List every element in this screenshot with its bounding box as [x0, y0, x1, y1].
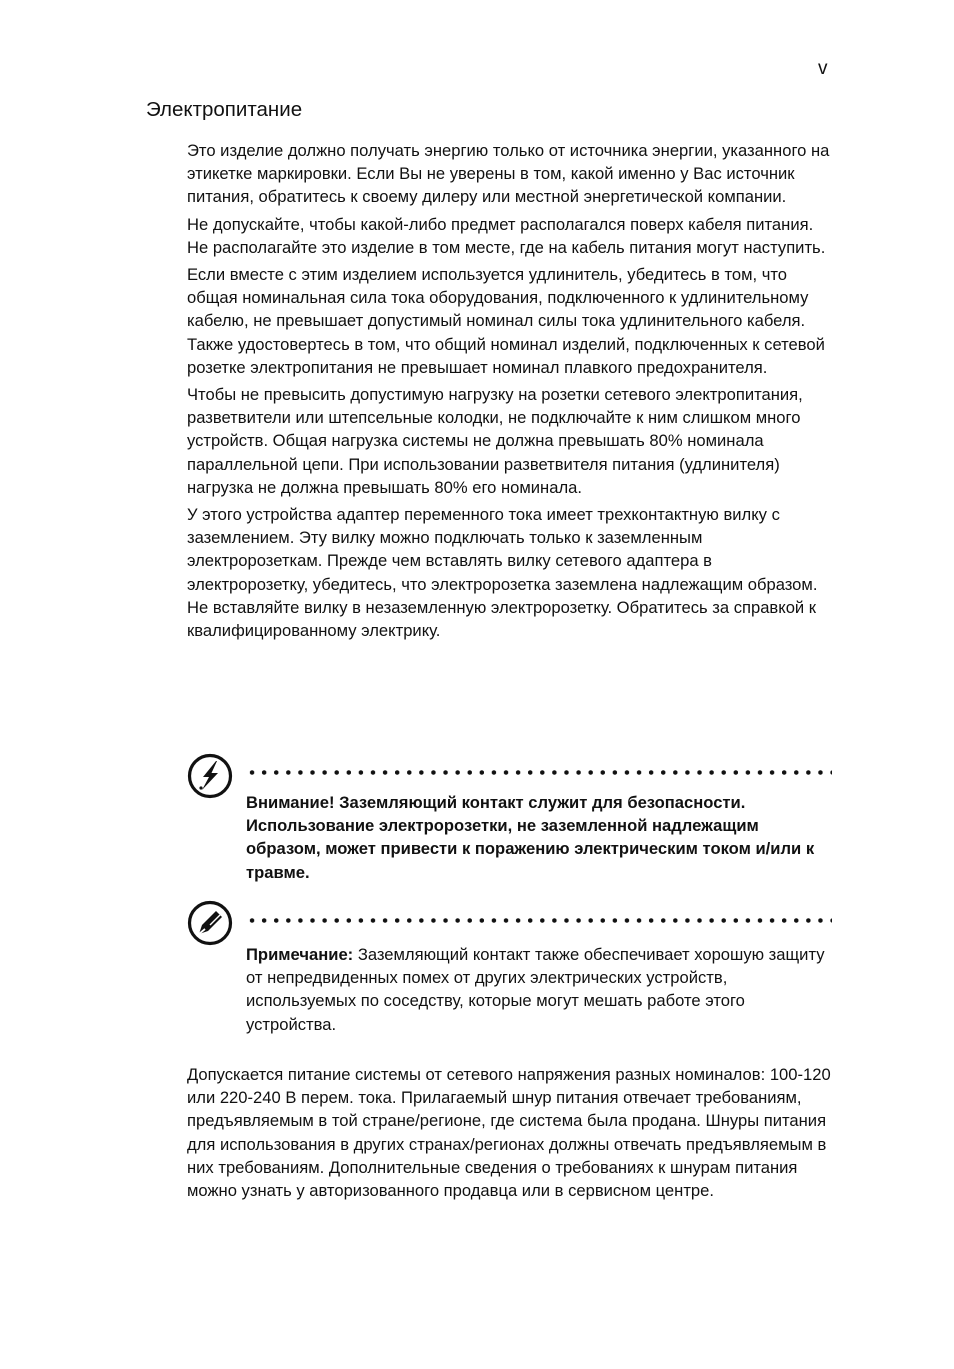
paragraph-load-limit: Чтобы не превысить допустимую нагрузку на розетки сетевого электропитания, разветвители или штепсельные колодки, не подключайте к ним слишком много устройств. Общая нагрузка системы не должна превышать 80% номинала параллельной цепи. При использовании разветвителя питания (удлинителя) нагрузка не должна превышать 80% его номинала. — [187, 385, 803, 497]
warning-dotted-rule — [246, 770, 832, 775]
page-number: v — [818, 58, 828, 79]
paragraph-power-cable: Не допускайте, чтобы какой-либо предмет располагался поверх кабеля питания. Не располагайте это изделие в том месте, где на кабель питания могут наступить. — [187, 214, 826, 257]
note-dotted-rule — [246, 918, 832, 923]
warning-text: Внимание! Заземляющий контакт служит для безопасности. Использование электророзетки, не заземленной надлежащим образом, может привести к поражению электрическим током и/или к травме. — [246, 793, 815, 882]
section-title: Электропитание — [146, 98, 303, 121]
paragraph-voltage-requirements: Допускается питание системы от сетевого напряжения разных номиналов: 100-120 или 220-240 В перем. тока. Прилагаемый шнур питания отвечает требованиям, предъявляемым в той стране/регионе, где система была продана. Шнуры питания для использования в других странах/регионах должны отвечать предъявляемым в них требованиям. Дополнительные сведения о требованиях к шнурам питания можно узнать у авторизованного продавца или в сервисном центре. — [187, 1065, 831, 1201]
note-text — [246, 943, 836, 1036]
final-body-text — [187, 1063, 837, 1206]
lightning-warning-icon — [186, 752, 234, 800]
note-body: Заземляющий контакт также обеспечивает хорошую защиту от непредвиденных помех от других электрических устройств, используемых по соседству, которые могут мешать работе этого устройства. — [246, 945, 825, 1034]
paragraph-power-source: Это изделие должно получать энергию только от источника энергии, указанного на этикетке маркировки. Если Вы не уверены в том, какой именно у Вас источник питания, обратитесь к своему дилеру или местной энергетической компании. — [187, 141, 830, 207]
warning-notice — [186, 752, 836, 892]
note-notice — [186, 899, 836, 1039]
note-label: Примечание: — [246, 945, 354, 964]
note-pen-icon — [186, 899, 234, 947]
paragraph-extension-cord: Если вместе с этим изделием используется удлинитель, убедитесь в том, что общая номинальная сила тока оборудования, подключенного к удлинительному кабелю, не превышает допустимый номинал силы тока удлинительного кабеля. Также удостовертесь в том, что общий номинал изделий, подключенных к сетевой розетке электропитания не превышает номинал плавкого предохранителя. — [187, 265, 825, 377]
paragraph-grounded-plug: У этого устройства адаптер переменного тока имеет трехконтактную вилку с заземлением. Эту вилку можно подключать только к заземленным электророзеткам. Прежде чем вставлять вилку сетевого адаптера в электророзетку, убедитесь, что электророзетка заземлена надлежащим образом. Не вставляйте вилку в незаземленную электророзетку. Обратитесь за справкой к квалифицированному электрику. — [187, 505, 818, 641]
body-text — [187, 139, 837, 646]
